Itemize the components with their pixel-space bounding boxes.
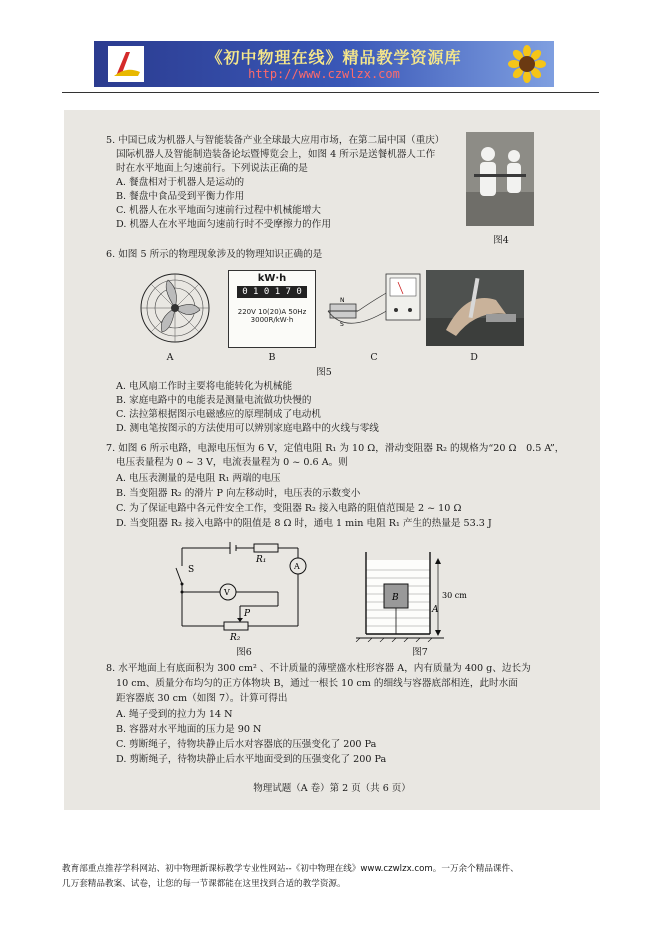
q8-option-d: D. 剪断绳子，待物块静止后水平地面受到的压强变化了 200 Pa: [116, 754, 387, 765]
fig6-r2-label: R₂: [230, 633, 241, 643]
page-number-footer: 物理试题（A 卷）第 2 页（共 6 页）: [253, 783, 411, 794]
meter-unit: kW·h: [257, 273, 287, 284]
meter-spec: 220V 10(20)A 50Hz: [237, 308, 307, 316]
energy-meter: [228, 270, 316, 348]
fig6-switch-label: S: [188, 565, 195, 575]
site-banner: [94, 41, 554, 87]
site-logo-icon: [108, 46, 144, 82]
q7-option-d: D. 当变阻器 R₂ 接入电路中的阻值是 8 Ω 时，通电 1 min 电阻 R₁ 产生的热量是 53.3 J: [116, 518, 492, 529]
q6-option-d: D. 测电笔按图示的方法使用可以辨别家庭电路中的火线与零线: [116, 423, 379, 434]
meter-rate: 3000R/kW·h: [250, 316, 294, 324]
q8-option-b: B. 容器对水平地面的压力是 90 N: [116, 724, 262, 735]
figure-7-caption: 图7: [412, 647, 428, 658]
electric-fan-icon: [132, 270, 218, 348]
fig6-ammeter-label: A: [294, 562, 300, 571]
exam-paper: [64, 110, 600, 810]
meter-reading: 0 1 0 1 7 0: [237, 286, 307, 298]
circuit-diagram: [174, 540, 314, 644]
q8-line-3: 距容器底 30 cm（如图 7）。计算可得出: [116, 693, 288, 704]
q7-line-2: 电压表量程为 0 ~ 3 V，电流表量程为 0 ~ 0.6 A。则: [116, 457, 348, 468]
fig5-label-d: D: [470, 352, 478, 363]
figure-6-caption: 图6: [236, 647, 252, 658]
fig7-block-label: B: [392, 593, 399, 603]
banner-url[interactable]: http://www.czwlzx.com: [248, 67, 400, 81]
q5-line-2: 国际机器人及智能制造装备论坛暨博览会上，如图 4 所示是送餐机器人工作: [116, 149, 436, 160]
q7-option-b: B. 当变阻器 R₂ 的滑片 P 向左移动时，电压表的示数变小: [116, 488, 361, 499]
banner-title: 《初中物理在线》精品教学资源库: [206, 48, 462, 67]
q5-option-b: B. 餐盘中食品受到平衡力作用: [116, 191, 245, 202]
figure-4-caption: 图4: [493, 235, 509, 246]
q5-line-1: 5. 中国已成为机器人与智能装备产业全球最大应用市场，在第二届中国（重庆）: [106, 135, 445, 146]
fig6-r1-label: R₁: [256, 555, 267, 565]
q8-line-1: 8. 水平地面上有底面积为 300 cm² 、不计质量的薄壁盛水柱形容器 A，内有质量为 400 g、边长为: [106, 663, 531, 674]
q6-option-b: B. 家庭电路中的电能表是测量电流做功快慢的: [116, 395, 312, 406]
q8-option-c: C. 剪断绳子，待物块静止后水对容器底的压强变化了 200 Pa: [116, 739, 377, 750]
header-divider: [62, 92, 599, 93]
svg-text:S: S: [340, 321, 344, 328]
fig5-label-c: C: [370, 352, 378, 363]
q6-stem: 6. 如图 5 所示的物理现象涉及的物理知识正确的是: [106, 249, 323, 260]
q6-option-c: C. 法拉第根据图示电磁感应的原理制成了电动机: [116, 409, 321, 420]
fig7-height-label: 30 cm: [442, 591, 467, 600]
q7-option-c: C. 为了保证电路中各元件安全工作，变阻器 R₂ 接入电路的阻值范围是 2 ~ 10 Ω: [116, 503, 462, 514]
q8-line-2: 10 cm、质量分布均匀的正方体物块 B，通过一根长 10 cm 的细线与容器底部相连，此时水面: [116, 678, 518, 689]
fig5-label-a: A: [166, 352, 174, 363]
site-footer-line-2: 几万套精品教案、试卷，让您的每一节课都能在这里找到合适的教学资源。: [62, 879, 346, 889]
q5-option-a: A. 餐盘相对于机器人是运动的: [116, 177, 245, 188]
site-footer-line-1: 教育部重点推荐学科网站、初中物理新课标教学专业性网站--《初中物理在线》www.czwlzx.com。一万余个精品课件、: [62, 864, 519, 874]
q5-line-3: 时在水平地面上匀速前行。下列说法正确的是: [116, 163, 308, 174]
sunflower-icon: [508, 45, 546, 83]
robot-photo: [466, 132, 534, 226]
q8-option-a: A. 绳子受到的拉力为 14 N: [116, 709, 233, 720]
q7-line-1: 7. 如图 6 所示电路，电源电压恒为 6 V，定值电阻 R₁ 为 10 Ω，滑动变阻器 R₂ 的规格为“20 Ω 0.5 A”，: [106, 443, 565, 454]
q7-option-a: A. 电压表测量的是电阻 R₁ 两端的电压: [116, 473, 281, 484]
q5-option-d: D. 机器人在水平地面匀速前行时不受摩擦力的作用: [116, 219, 331, 230]
fig5-label-b: B: [268, 352, 276, 363]
fig6-voltmeter-label: V: [224, 588, 230, 597]
svg-text:N: N: [340, 297, 345, 304]
container-diagram: [352, 550, 472, 642]
fig6-slider-label: P: [244, 609, 251, 619]
q6-option-a: A. 电风扇工作时主要将电能转化为机械能: [116, 381, 293, 392]
fig7-container-label: A: [432, 605, 439, 615]
figure-5-caption: 图5: [316, 367, 332, 378]
electromagnetic-induction-figure: [326, 270, 422, 346]
q5-option-c: C. 机器人在水平地面匀速前行过程中机械能增大: [116, 205, 321, 216]
test-pen-photo: [426, 270, 524, 346]
